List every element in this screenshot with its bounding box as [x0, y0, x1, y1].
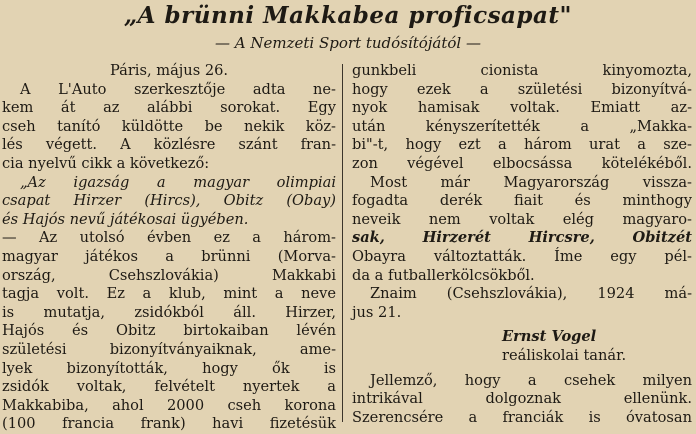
text-line: sak, Hirzerét Hircsre, Obitzét — [352, 229, 692, 247]
text-line: is mutatja, zsidókból áll. Hirzer, — [2, 303, 336, 321]
quoted-title-line: és Hajós nevű játékosai ügyében. — [2, 210, 249, 228]
text-line: születési bizonyítványaiknak, ame- — [2, 340, 336, 358]
text-line: magyar játékos a brünni (Morva- — [2, 247, 336, 265]
quoted-title-line: „Az igazság a magyar olimpiai — [20, 173, 336, 191]
quoted-title-line: csapat Hirzer (Hircs), Obitz (Obay) — [2, 192, 336, 210]
text-line: kem át az alábbi sorokat. Egy — [2, 99, 336, 117]
text-line: bi"-t, hogy ezt a három urat a sze- — [352, 136, 692, 154]
text-line: (100 francia frank) havi fizetésük — [2, 415, 336, 433]
text-line: jus 21. — [352, 303, 402, 321]
signature-title: reáliskolai tanár. — [502, 346, 627, 364]
text-line: Makkabiba, ahol 2000 cseh korona — [2, 396, 336, 414]
text-line: lés végett. A közlésre szánt fran- — [2, 136, 336, 154]
text-line: Hajós és Obitz birtokaiban lévén — [2, 322, 336, 340]
article-headline: „A brünni Makkabea proficsapat" — [123, 2, 573, 29]
text-line: Szerencsére a franciák is óvatosan — [352, 408, 692, 426]
text-line: Most már Magyarország vissza- — [370, 173, 692, 191]
text-line: A L'Auto szerkesztője adta ne- — [20, 80, 336, 98]
text-line: — Az utolsó évben ez a három- — [2, 229, 336, 247]
column-divider — [342, 64, 343, 422]
article-subheadline: — A Nemzeti Sport tudósítójától — — [215, 34, 481, 52]
text-line: Znaim (Csehszlovákia), 1924 má- — [370, 285, 692, 303]
text-line: tagja volt. Ez a klub, mint a neve — [2, 285, 336, 303]
text-line: cseh tanító küldötte be nekik köz- — [2, 117, 336, 135]
text-line: zon végével elbocsássa kötelékéből. — [352, 154, 692, 172]
text-line: nyok hamisak voltak. Emiatt az- — [352, 99, 692, 117]
text-line: intrikával dolgoznak ellenünk. — [352, 390, 692, 408]
text-line: cia nyelvű cikk a következő: — [2, 154, 210, 172]
text-line: hogy ezek a születési bizonyítvá- — [352, 80, 692, 98]
text-line: fogadta derék fiait és minthogy — [352, 192, 692, 210]
text-line: lyek bizonyították, hogy ők is — [2, 359, 336, 377]
right-column — [352, 62, 692, 426]
text-line: után kényszerítették a „Makka- — [352, 117, 692, 135]
signature-name: Ernst Vogel — [502, 328, 597, 346]
dateline: Páris, május 26. — [109, 62, 229, 79]
text-line: gunkbeli cionista kinyomozta, — [352, 62, 692, 79]
text-line: Obayra változtatták. Íme egy pél- — [352, 247, 692, 265]
left-column — [2, 62, 336, 433]
text-line: zsidók voltak, felvételt nyertek a — [2, 378, 336, 396]
text-line: ország, Csehszlovákia) Makkabi — [2, 266, 336, 284]
text-line: Jellemző, hogy a csehek milyen — [370, 371, 692, 389]
text-line: neveik nem voltak elég magyaro- — [352, 210, 692, 228]
text-line: da a futballerkölcsökből. — [352, 266, 535, 284]
